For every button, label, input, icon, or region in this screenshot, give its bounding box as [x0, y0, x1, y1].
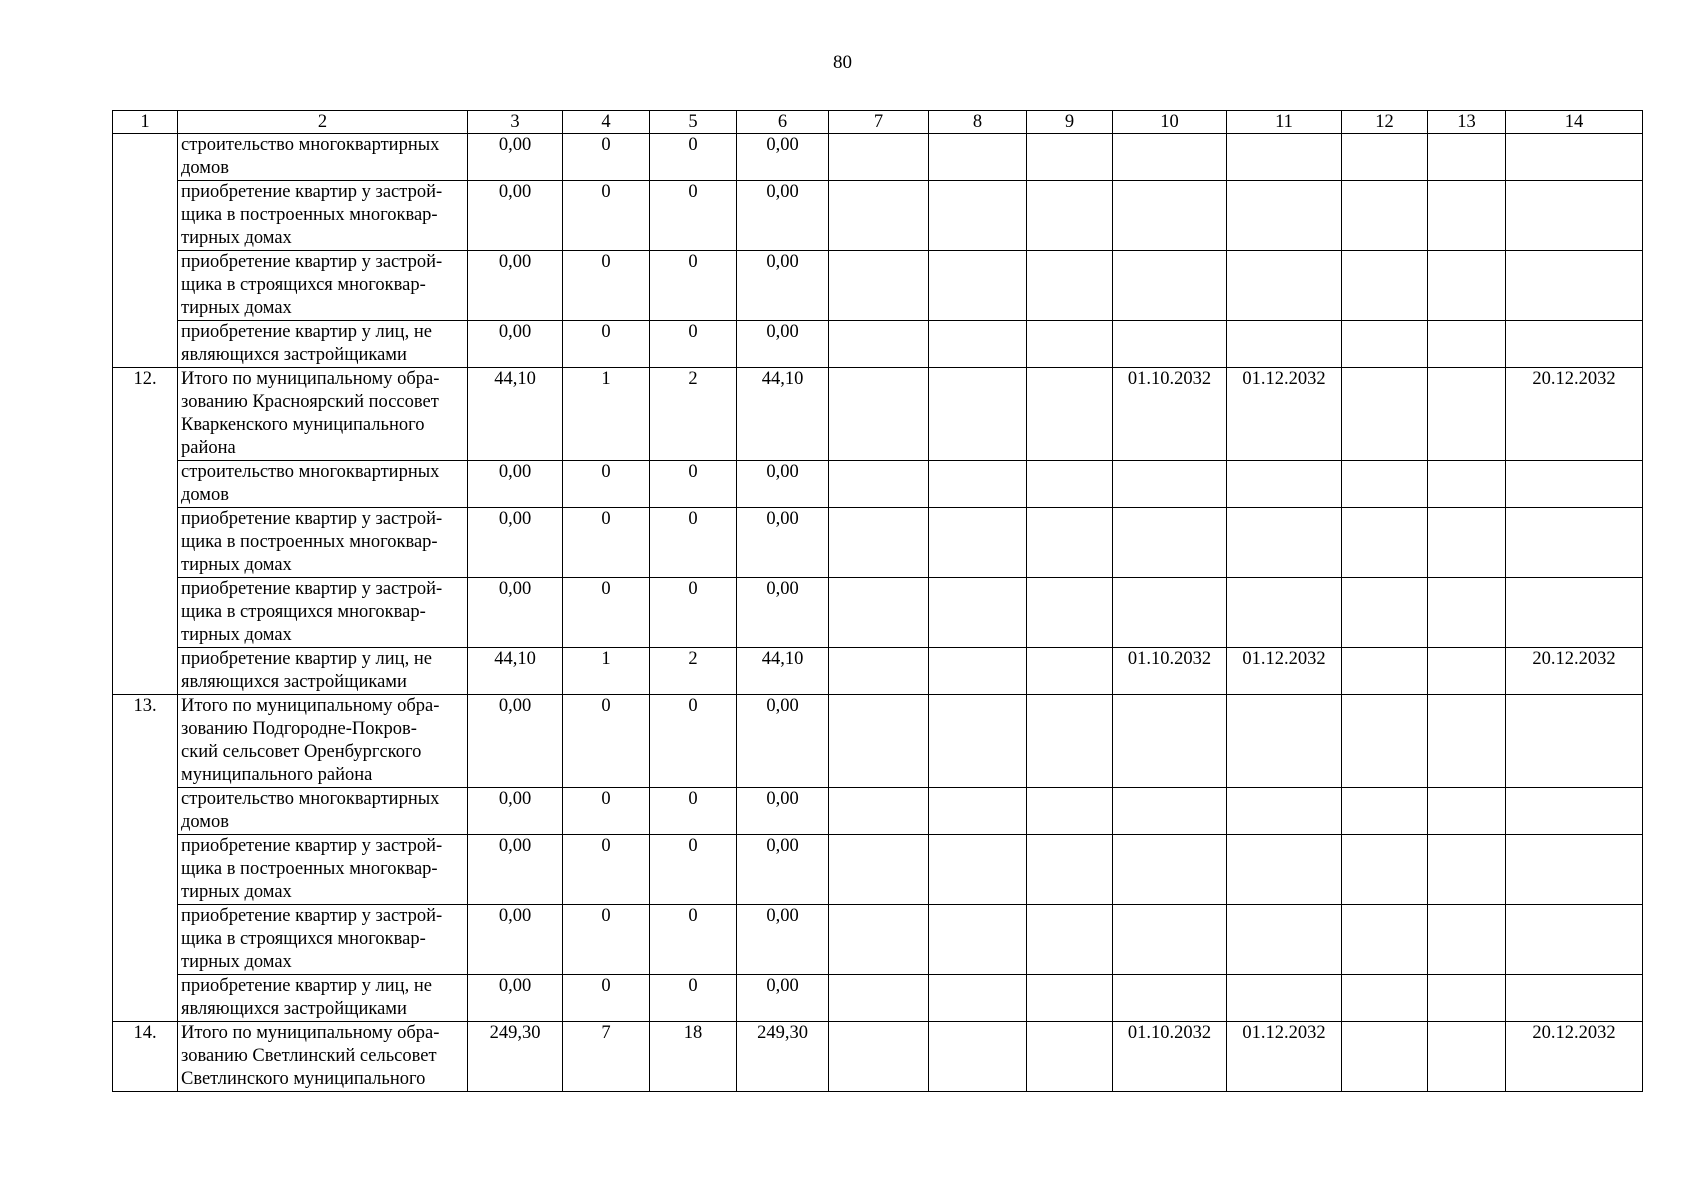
page-number: 80 — [833, 52, 852, 73]
table-row — [113, 788, 1643, 835]
value-cell-8 — [929, 461, 1027, 508]
value-cell-10 — [1113, 975, 1227, 1022]
value-cell-3: 0,00 — [468, 251, 563, 321]
column-header-11: 11 — [1227, 111, 1342, 134]
value-cell-3: 249,30 — [468, 1022, 563, 1092]
value-cell-7 — [829, 368, 929, 461]
value-cell-9 — [1027, 368, 1113, 461]
value-cell-11 — [1227, 835, 1342, 905]
value-cell-12 — [1342, 134, 1428, 181]
value-cell-10: 01.10.2032 — [1113, 1022, 1227, 1092]
row-number-cell — [113, 461, 178, 508]
value-cell-14 — [1506, 835, 1643, 905]
value-cell-7 — [829, 1022, 929, 1092]
value-cell-10 — [1113, 461, 1227, 508]
column-header-10: 10 — [1113, 111, 1227, 134]
value-cell-6: 44,10 — [737, 368, 829, 461]
value-cell-14 — [1506, 788, 1643, 835]
description-cell: строительство многоквартирных домов — [178, 134, 468, 181]
value-cell-8 — [929, 578, 1027, 648]
value-cell-14 — [1506, 508, 1643, 578]
value-cell-12 — [1342, 1022, 1428, 1092]
row-number-cell — [113, 648, 178, 695]
value-cell-12 — [1342, 905, 1428, 975]
value-cell-14: 20.12.2032 — [1506, 648, 1643, 695]
value-cell-11 — [1227, 975, 1342, 1022]
value-cell-4: 0 — [563, 905, 650, 975]
value-cell-9 — [1027, 695, 1113, 788]
value-cell-9 — [1027, 508, 1113, 578]
description-cell: Итого по муниципальному обра- зованию Красноярский поссовет Кваркенского муниципального района — [178, 368, 468, 461]
value-cell-12 — [1342, 368, 1428, 461]
value-cell-5: 0 — [650, 788, 737, 835]
value-cell-6: 0,00 — [737, 321, 829, 368]
value-cell-4: 0 — [563, 695, 650, 788]
row-number-cell — [113, 578, 178, 648]
description-cell: строительство многоквартирных домов — [178, 461, 468, 508]
value-cell-6: 0,00 — [737, 181, 829, 251]
column-header-3: 3 — [468, 111, 563, 134]
value-cell-10: 01.10.2032 — [1113, 368, 1227, 461]
table-row — [113, 648, 1643, 695]
value-cell-14: 20.12.2032 — [1506, 1022, 1643, 1092]
value-cell-10 — [1113, 788, 1227, 835]
value-cell-4: 0 — [563, 835, 650, 905]
value-cell-3: 0,00 — [468, 508, 563, 578]
value-cell-5: 0 — [650, 134, 737, 181]
value-cell-14 — [1506, 251, 1643, 321]
value-cell-10 — [1113, 134, 1227, 181]
value-cell-8 — [929, 508, 1027, 578]
value-cell-3: 0,00 — [468, 461, 563, 508]
value-cell-5: 0 — [650, 321, 737, 368]
value-cell-4: 0 — [563, 578, 650, 648]
value-cell-12 — [1342, 321, 1428, 368]
value-cell-12 — [1342, 508, 1428, 578]
value-cell-3: 0,00 — [468, 321, 563, 368]
value-cell-9 — [1027, 134, 1113, 181]
column-header-6: 6 — [737, 111, 829, 134]
value-cell-5: 2 — [650, 648, 737, 695]
value-cell-12 — [1342, 181, 1428, 251]
value-cell-14 — [1506, 975, 1643, 1022]
value-cell-7 — [829, 648, 929, 695]
column-header-2: 2 — [178, 111, 468, 134]
value-cell-3: 0,00 — [468, 788, 563, 835]
value-cell-5: 0 — [650, 251, 737, 321]
value-cell-10 — [1113, 508, 1227, 578]
value-cell-9 — [1027, 251, 1113, 321]
table-row — [113, 975, 1643, 1022]
value-cell-14 — [1506, 905, 1643, 975]
value-cell-13 — [1428, 835, 1506, 905]
value-cell-7 — [829, 695, 929, 788]
description-cell: приобретение квартир у лиц, не являющихся застройщиками — [178, 975, 468, 1022]
value-cell-4: 0 — [563, 251, 650, 321]
column-header-14: 14 — [1506, 111, 1643, 134]
column-header-13: 13 — [1428, 111, 1506, 134]
value-cell-7 — [829, 461, 929, 508]
value-cell-6: 0,00 — [737, 788, 829, 835]
value-cell-12 — [1342, 835, 1428, 905]
value-cell-5: 2 — [650, 368, 737, 461]
value-cell-8 — [929, 905, 1027, 975]
value-cell-12 — [1342, 648, 1428, 695]
table-row — [113, 578, 1643, 648]
value-cell-7 — [829, 508, 929, 578]
value-cell-3: 0,00 — [468, 695, 563, 788]
value-cell-4: 0 — [563, 975, 650, 1022]
value-cell-13 — [1428, 251, 1506, 321]
value-cell-5: 18 — [650, 1022, 737, 1092]
value-cell-10 — [1113, 251, 1227, 321]
value-cell-5: 0 — [650, 508, 737, 578]
value-cell-8 — [929, 251, 1027, 321]
value-cell-6: 44,10 — [737, 648, 829, 695]
value-cell-4: 0 — [563, 788, 650, 835]
description-cell: строительство многоквартирных домов — [178, 788, 468, 835]
table-row — [113, 461, 1643, 508]
value-cell-14 — [1506, 461, 1643, 508]
value-cell-14 — [1506, 134, 1643, 181]
value-cell-6: 0,00 — [737, 251, 829, 321]
description-cell: Итого по муниципальному обра- зованию Светлинский сельсовет Светлинского муниципального — [178, 1022, 468, 1092]
value-cell-6: 0,00 — [737, 508, 829, 578]
value-cell-5: 0 — [650, 461, 737, 508]
value-cell-7 — [829, 788, 929, 835]
value-cell-6: 0,00 — [737, 975, 829, 1022]
row-number-cell: 12. — [113, 368, 178, 461]
table-row — [113, 695, 1643, 788]
row-number-cell — [113, 788, 178, 835]
value-cell-11: 01.12.2032 — [1227, 1022, 1342, 1092]
value-cell-4: 0 — [563, 321, 650, 368]
row-number-cell — [113, 508, 178, 578]
value-cell-10 — [1113, 181, 1227, 251]
value-cell-13 — [1428, 368, 1506, 461]
value-cell-14 — [1506, 578, 1643, 648]
value-cell-8 — [929, 835, 1027, 905]
value-cell-13 — [1428, 134, 1506, 181]
value-cell-6: 0,00 — [737, 134, 829, 181]
value-cell-6: 0,00 — [737, 578, 829, 648]
value-cell-11 — [1227, 695, 1342, 788]
value-cell-9 — [1027, 905, 1113, 975]
value-cell-4: 0 — [563, 461, 650, 508]
table-row — [113, 368, 1643, 461]
column-header-7: 7 — [829, 111, 929, 134]
value-cell-12 — [1342, 578, 1428, 648]
value-cell-5: 0 — [650, 975, 737, 1022]
value-cell-8 — [929, 975, 1027, 1022]
table-row — [113, 321, 1643, 368]
value-cell-13 — [1428, 578, 1506, 648]
value-cell-12 — [1342, 695, 1428, 788]
value-cell-7 — [829, 181, 929, 251]
value-cell-6: 0,00 — [737, 461, 829, 508]
description-cell: приобретение квартир у застрой- щика в построенных многоквар- тирных домах — [178, 835, 468, 905]
value-cell-6: 249,30 — [737, 1022, 829, 1092]
value-cell-14 — [1506, 321, 1643, 368]
value-cell-11 — [1227, 321, 1342, 368]
value-cell-9 — [1027, 788, 1113, 835]
table-row — [113, 508, 1643, 578]
column-header-8: 8 — [929, 111, 1027, 134]
value-cell-3: 0,00 — [468, 181, 563, 251]
value-cell-11 — [1227, 461, 1342, 508]
value-cell-10 — [1113, 835, 1227, 905]
table-body — [113, 134, 1643, 1092]
row-number-cell — [113, 321, 178, 368]
value-cell-4: 0 — [563, 181, 650, 251]
row-number-cell — [113, 251, 178, 321]
row-number-cell: 13. — [113, 695, 178, 788]
value-cell-14: 20.12.2032 — [1506, 368, 1643, 461]
value-cell-13 — [1428, 648, 1506, 695]
row-number-cell: 14. — [113, 1022, 178, 1092]
value-cell-3: 44,10 — [468, 368, 563, 461]
value-cell-4: 1 — [563, 648, 650, 695]
value-cell-11 — [1227, 905, 1342, 975]
value-cell-11 — [1227, 578, 1342, 648]
value-cell-10 — [1113, 905, 1227, 975]
value-cell-7 — [829, 251, 929, 321]
value-cell-5: 0 — [650, 578, 737, 648]
value-cell-9 — [1027, 461, 1113, 508]
value-cell-6: 0,00 — [737, 905, 829, 975]
value-cell-7 — [829, 905, 929, 975]
value-cell-10: 01.10.2032 — [1113, 648, 1227, 695]
value-cell-8 — [929, 788, 1027, 835]
value-cell-11 — [1227, 508, 1342, 578]
value-cell-13 — [1428, 1022, 1506, 1092]
value-cell-8 — [929, 648, 1027, 695]
table-header — [113, 111, 1643, 134]
value-cell-6: 0,00 — [737, 835, 829, 905]
value-cell-4: 0 — [563, 508, 650, 578]
value-cell-12 — [1342, 461, 1428, 508]
value-cell-7 — [829, 975, 929, 1022]
table-row — [113, 835, 1643, 905]
value-cell-3: 0,00 — [468, 835, 563, 905]
value-cell-10 — [1113, 695, 1227, 788]
value-cell-4: 0 — [563, 134, 650, 181]
column-header-4: 4 — [563, 111, 650, 134]
row-number-cell — [113, 835, 178, 905]
value-cell-13 — [1428, 461, 1506, 508]
row-number-cell — [113, 975, 178, 1022]
value-cell-7 — [829, 578, 929, 648]
value-cell-11: 01.12.2032 — [1227, 368, 1342, 461]
value-cell-7 — [829, 321, 929, 368]
value-cell-14 — [1506, 181, 1643, 251]
column-header-9: 9 — [1027, 111, 1113, 134]
value-cell-7 — [829, 835, 929, 905]
description-cell: приобретение квартир у застрой- щика в строящихся многоквар- тирных домах — [178, 905, 468, 975]
column-header-5: 5 — [650, 111, 737, 134]
table-row — [113, 134, 1643, 181]
program-table — [112, 110, 1643, 1092]
value-cell-12 — [1342, 251, 1428, 321]
value-cell-11 — [1227, 251, 1342, 321]
value-cell-13 — [1428, 321, 1506, 368]
value-cell-13 — [1428, 181, 1506, 251]
value-cell-8 — [929, 321, 1027, 368]
value-cell-8 — [929, 695, 1027, 788]
description-cell: приобретение квартир у застрой- щика в построенных многоквар- тирных домах — [178, 508, 468, 578]
value-cell-11 — [1227, 788, 1342, 835]
value-cell-7 — [829, 134, 929, 181]
description-cell: Итого по муниципальному обра- зованию Подгородне-Покров- ский сельсовет Оренбургского муниципального района — [178, 695, 468, 788]
value-cell-9 — [1027, 975, 1113, 1022]
description-cell: приобретение квартир у застрой- щика в строящихся многоквар- тирных домах — [178, 578, 468, 648]
value-cell-13 — [1428, 975, 1506, 1022]
table-row — [113, 251, 1643, 321]
value-cell-14 — [1506, 695, 1643, 788]
value-cell-8 — [929, 181, 1027, 251]
description-cell: приобретение квартир у лиц, не являющихся застройщиками — [178, 648, 468, 695]
row-number-cell — [113, 905, 178, 975]
value-cell-10 — [1113, 578, 1227, 648]
value-cell-13 — [1428, 788, 1506, 835]
value-cell-4: 7 — [563, 1022, 650, 1092]
value-cell-9 — [1027, 1022, 1113, 1092]
table-row — [113, 181, 1643, 251]
value-cell-5: 0 — [650, 695, 737, 788]
value-cell-3: 0,00 — [468, 134, 563, 181]
row-number-cell — [113, 134, 178, 181]
value-cell-12 — [1342, 975, 1428, 1022]
description-cell: приобретение квартир у застрой- щика в строящихся многоквар- тирных домах — [178, 251, 468, 321]
value-cell-3: 0,00 — [468, 975, 563, 1022]
value-cell-5: 0 — [650, 905, 737, 975]
value-cell-9 — [1027, 578, 1113, 648]
value-cell-9 — [1027, 181, 1113, 251]
column-header-12: 12 — [1342, 111, 1428, 134]
value-cell-8 — [929, 368, 1027, 461]
value-cell-13 — [1428, 508, 1506, 578]
row-number-cell — [113, 181, 178, 251]
value-cell-11 — [1227, 134, 1342, 181]
value-cell-3: 44,10 — [468, 648, 563, 695]
value-cell-4: 1 — [563, 368, 650, 461]
description-cell: приобретение квартир у застрой- щика в построенных многоквар- тирных домах — [178, 181, 468, 251]
value-cell-9 — [1027, 835, 1113, 905]
value-cell-13 — [1428, 905, 1506, 975]
value-cell-8 — [929, 1022, 1027, 1092]
value-cell-10 — [1113, 321, 1227, 368]
value-cell-3: 0,00 — [468, 578, 563, 648]
table-row — [113, 905, 1643, 975]
value-cell-11: 01.12.2032 — [1227, 648, 1342, 695]
description-cell: приобретение квартир у лиц, не являющихся застройщиками — [178, 321, 468, 368]
value-cell-6: 0,00 — [737, 695, 829, 788]
value-cell-5: 0 — [650, 181, 737, 251]
value-cell-3: 0,00 — [468, 905, 563, 975]
value-cell-8 — [929, 134, 1027, 181]
value-cell-13 — [1428, 695, 1506, 788]
header-row — [113, 111, 1643, 134]
table-row — [113, 1022, 1643, 1092]
value-cell-11 — [1227, 181, 1342, 251]
value-cell-5: 0 — [650, 835, 737, 905]
value-cell-12 — [1342, 788, 1428, 835]
value-cell-9 — [1027, 648, 1113, 695]
column-header-1: 1 — [113, 111, 178, 134]
value-cell-9 — [1027, 321, 1113, 368]
